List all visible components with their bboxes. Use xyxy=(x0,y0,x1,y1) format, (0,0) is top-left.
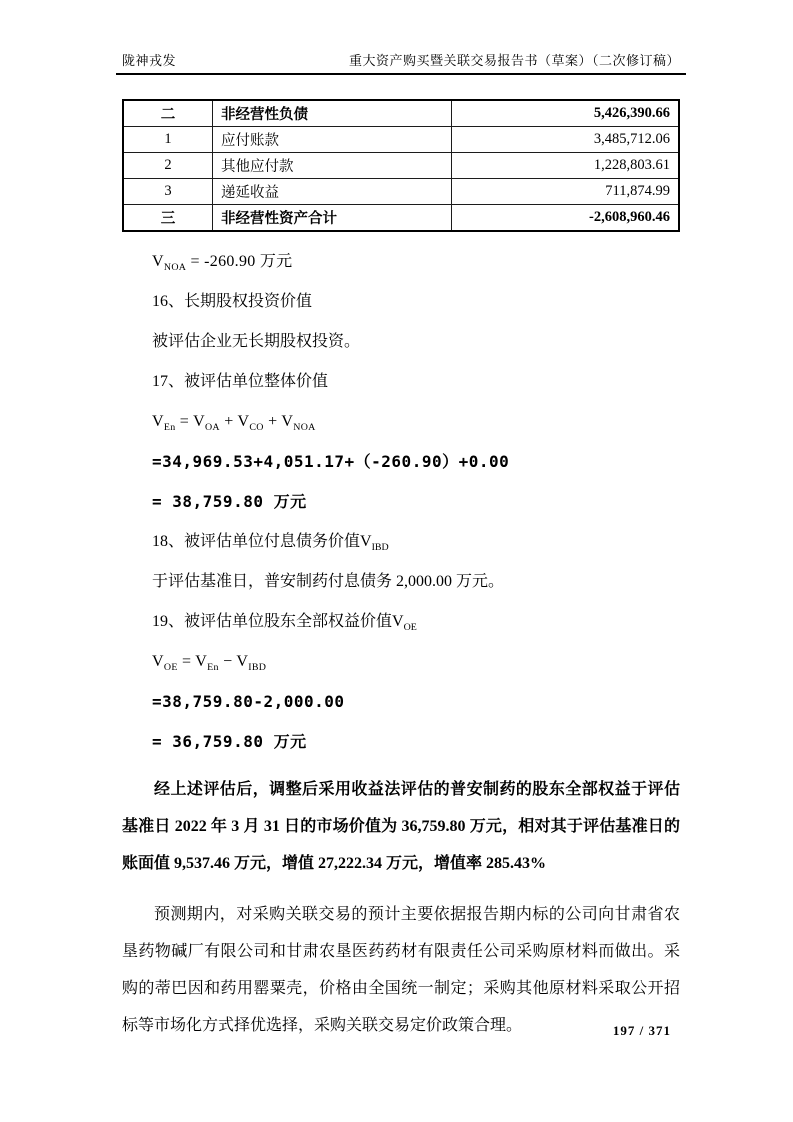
voe-calculation-line1: =38,759.80-2,000.00 xyxy=(152,692,345,711)
row-number-cell: 二 xyxy=(123,100,213,127)
voe-formula: $V_{OE} = V_{En} - V_{IBD}$ xyxy=(152,653,267,674)
row-label-cell: 应付账款 xyxy=(213,127,452,153)
page-header xyxy=(122,50,680,69)
section-18-text: 于评估基准日，普安制药付息债务 2,000.00 万元。 xyxy=(152,573,505,590)
row-label-cell: 非经营性资产合计 xyxy=(213,205,452,232)
row-value-cell: 1,228,803.61 xyxy=(452,153,680,179)
row-label-cell: 非经营性负债 xyxy=(213,100,452,127)
forecast-paragraph: 预测期内，对采购关联交易的预计主要依据报告期内标的公司向甘肃省农垦药物碱厂有限公司和甘肃农垦医药药材有限责任公司采购原材料而做出。采购的蒂巴因和药用罂粟壳，价格由全国统一制定；采购其他原材料采取公开招标等市场化方式择优选择，采购关联交易定价政策合理。 xyxy=(122,906,680,1034)
row-value-cell: -2,608,960.46 xyxy=(452,205,680,232)
header-right-text: 重大资产购买暨关联交易报告书（草案）（二次修订稿） xyxy=(348,53,680,68)
document-body xyxy=(122,251,680,1044)
table-row xyxy=(123,205,679,232)
vnoa-result-formula: $V_{NOA} = -260.90$ 万元 xyxy=(152,253,293,274)
table-row xyxy=(123,179,679,205)
row-value-cell: 3,485,712.06 xyxy=(452,127,680,153)
row-number-cell: 三 xyxy=(123,205,213,232)
section-heading-18: 18、被评估单位付息债务价值$V_{IBD}$ xyxy=(152,533,389,554)
row-value-cell: 711,874.99 xyxy=(452,179,680,205)
ven-calculation-line2: = 38,759.80 万元 xyxy=(152,492,307,511)
valuation-conclusion-paragraph: 经上述评估后，调整后采用收益法评估的普安制药的股东全部权益于评估基准日 2022 年 3 月 31 日的市场价值为 36,759.80 万元，相对其于评估基准日的账面值 9,537.46 万元，增值 27,222.34 万元，增值率 285.43% xyxy=(122,781,680,872)
table-row xyxy=(123,153,679,179)
header-rule xyxy=(116,73,686,75)
table-row xyxy=(123,127,679,153)
row-number-cell: 3 xyxy=(123,179,213,205)
non-operating-items-table xyxy=(122,99,680,232)
page-number: 197 / 371 xyxy=(612,1023,671,1038)
section-heading-19: 19、被评估单位股东全部权益价值$V_{OE}$ xyxy=(152,613,417,634)
section-heading-17: 17、被评估单位整体价值 xyxy=(152,373,329,390)
row-label-cell: 递延收益 xyxy=(213,179,452,205)
row-number-cell: 2 xyxy=(123,153,213,179)
section-16-text: 被评估企业无长期股权投资。 xyxy=(152,333,361,350)
row-label-cell: 其他应付款 xyxy=(213,153,452,179)
ven-calculation-line1: =34,969.53+4,051.17+（-260.90）+0.00 xyxy=(152,452,510,471)
table-row xyxy=(123,100,679,127)
ven-formula: $V_{En} = V_{OA} + V_{CO} + V_{NOA}$ xyxy=(152,413,316,434)
section-heading-16: 16、长期股权投资价值 xyxy=(152,293,313,310)
table-body xyxy=(123,100,679,231)
row-number-cell: 1 xyxy=(123,127,213,153)
row-value-cell: 5,426,390.66 xyxy=(452,100,680,127)
header-left-text: 陇神戎发 xyxy=(122,53,177,68)
voe-calculation-line2: = 36,759.80 万元 xyxy=(152,732,307,751)
